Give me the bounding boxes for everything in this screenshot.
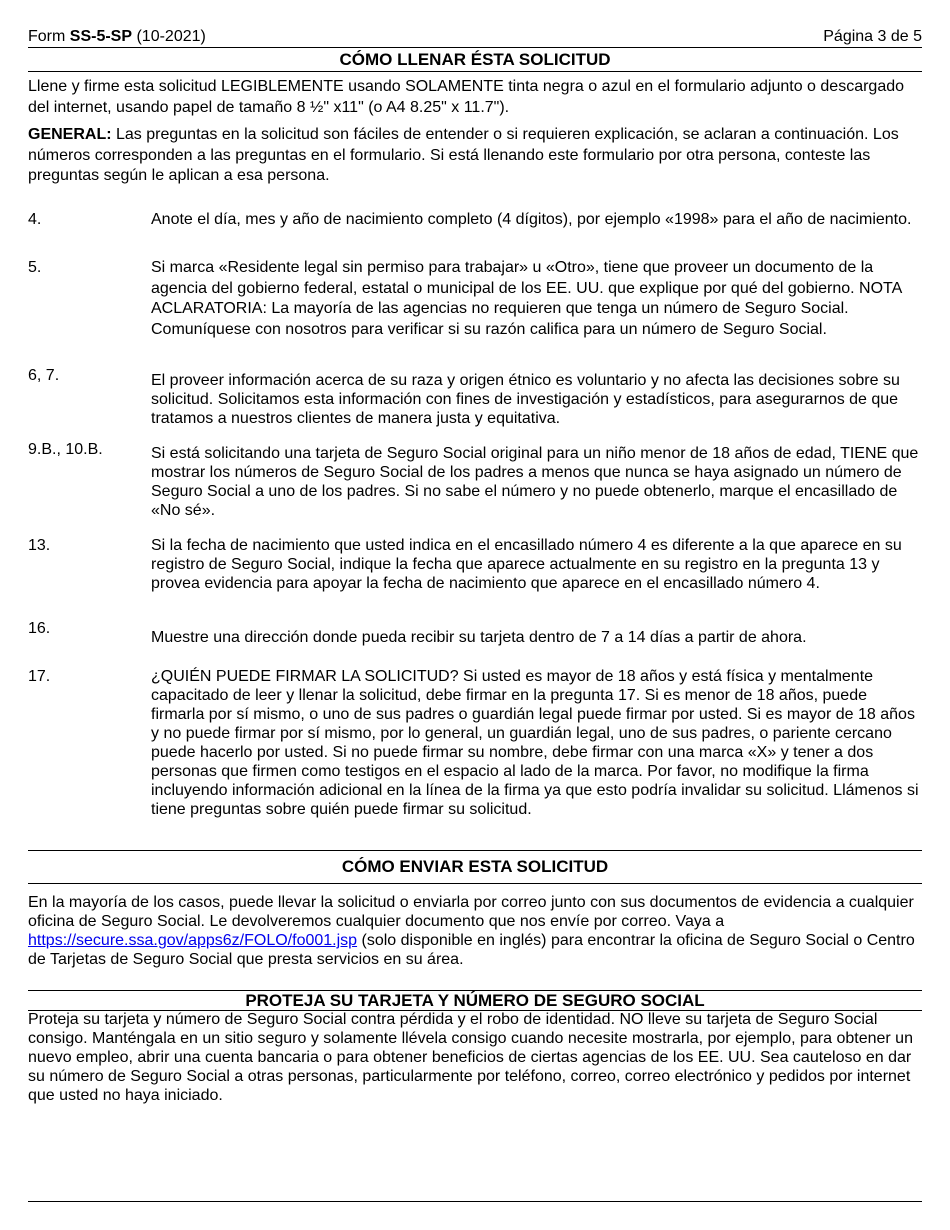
item-number: 13.	[28, 537, 51, 554]
how-to-fill-title: CÓMO LLENAR ÉSTA SOLICITUD	[339, 50, 611, 69]
item-number: 17.	[28, 668, 51, 685]
how-to-send-title: CÓMO ENVIAR ESTA SOLICITUD	[341, 857, 609, 876]
form-page	[28, 0, 922, 1230]
item-text: Si está solicitando una tarjeta de Seguro Social original para un niño menor de 18 años de edad, TIENE que mostrar los números de Seguro Social de los padres a menos que nunca se haya asignado un número de Seguro Social a uno de los padres. Si no sabe el número y no puede obtenerlo, marque el encasillado de «No sé».	[151, 445, 919, 519]
divider	[28, 47, 922, 48]
item-text: Anote el día, mes y año de nacimiento completo (4 dígitos), por ejemplo «1998» para el año de nacimiento.	[151, 211, 912, 228]
item-text: Si marca «Residente legal sin permiso para trabajar» u «Otro», tiene que proveer un documento de la agencia del gobierno federal, estatal o municipal de los EE. UU. que explique por qué del gobierno. NOTA ACLARATORIA: La mayoría de las agencias no requieren que tenga un número de Seguro Social. Comuníquese con nosotros para verificar si su razón califica para un número de Seguro Social.	[151, 259, 902, 338]
general-paragraph	[28, 125, 922, 187]
divider	[28, 71, 922, 72]
form-prefix: Form	[28, 28, 70, 45]
protect-title: PROTEJA SU TARJETA Y NÚMERO DE SEGURO SOCIAL	[245, 991, 705, 1010]
page-number: Página 3 de 5	[823, 28, 922, 45]
office-locator-link[interactable]: https://secure.ssa.gov/apps6z/FOLO/fo001.jsp	[28, 932, 358, 949]
form-code: SS-5-SP	[69, 28, 133, 45]
item-number: 6, 7.	[28, 367, 60, 384]
divider	[28, 850, 922, 851]
item-text: El proveer información acerca de su raza y origen étnico es voluntario y no afecta las decisiones sobre su solicitud. Solicitamos esta información con fines de investigación y estadísticos, para asegurarnos de que tratamos a nuestros clientes de manera justa y equitativa.	[151, 372, 900, 427]
divider	[28, 883, 922, 884]
form-identifier	[28, 27, 206, 47]
page-header	[28, 27, 922, 47]
item-text: ¿QUIÉN PUEDE FIRMAR LA SOLICITUD? Si usted es mayor de 18 años y está física y mentalmente capacitado de leer y llenar la solicitud, debe firmar en la pregunta 17. Si es menor de 18 años, puede firmarla por sí mismo, o uno de sus padres o guardián legal puede firmar por usted. Si es mayor de 18 años y no puede firmar por sí mismo, por lo general, un guardián legal, uno de sus padres, o pariente cercano puede hacerlo por usted. Si no puede firmar su nombre, debe firmar con una marca «X» y tener a dos personas que firmen como testigos en el espacio al lado de la marca. Por favor, no modifique la firma incluyendo información adicional en la línea de la firma ya que esto podría invalidar su solicitud. Llámenos si tiene preguntas sobre quién puede firmar su solicitud.	[151, 668, 919, 818]
send-text-after: (solo disponible en inglés) para encontrar la oficina de Seguro Social o Centro de Tarjetas de Seguro Social que presta servicios en su área.	[28, 932, 915, 968]
general-text: Las preguntas en la solicitud son fáciles de entender o si requieren explicación, se aclaran a continuación. Los números corresponden a las preguntas en el formulario. Si está llenando este formulario por otra persona, conteste las preguntas según le aplican a esa persona.	[28, 126, 899, 184]
item-number: 9.B., 10.B.	[28, 441, 103, 458]
send-text-before: En la mayoría de los casos, puede llevar la solicitud o enviarla por correo junto con sus documentos de evidencia a cualquier oficina de Seguro Social. Le devolveremos cualquier documento que nos envíe por correo. Vaya a	[28, 894, 914, 930]
intro-paragraph: Llene y firme esta solicitud LEGIBLEMENTE usando SOLAMENTE tinta negra o azul en el formulario adjunto o descargado del internet, usando papel de tamaño 8 ½" x11" (o A4 8.25" x 11.7").	[28, 78, 905, 116]
protect-paragraph: Proteja su tarjeta y número de Seguro Social contra pérdida y el robo de identidad. NO lleve su tarjeta de Seguro Social consigo. Manténgala en un sitio seguro y solamente llévela consigo cuando necesite mostrarla, por ejemplo, para obtener un nuevo empleo, abrir una cuenta bancaria o para obtener beneficios de ciertas agencias de los EE. UU. Sea cauteloso en dar su número de Seguro Social a otras personas, particularmente por teléfono, correo, correo electrónico y pedidos por internet que usted no haya iniciado.	[28, 1011, 913, 1104]
item-text: Si la fecha de nacimiento que usted indica en el encasillado número 4 es diferente a la que aparece en su registro de Seguro Social, indique la fecha que aparece actualmente en su registro en la pregunta 13 y provea evidencia para apoyar la fecha de nacimiento que aparece en el encasillado número 4.	[151, 537, 902, 592]
how-to-send-paragraph	[28, 893, 922, 969]
item-number: 16.	[28, 620, 51, 637]
footer-divider	[28, 1201, 922, 1202]
general-label: GENERAL:	[28, 126, 112, 143]
item-text: Muestre una dirección donde pueda recibir su tarjeta dentro de 7 a 14 días a partir de ahora.	[151, 629, 807, 646]
form-date: (10-2021)	[132, 28, 206, 45]
item-number: 4.	[28, 211, 42, 228]
item-number: 5.	[28, 259, 42, 276]
